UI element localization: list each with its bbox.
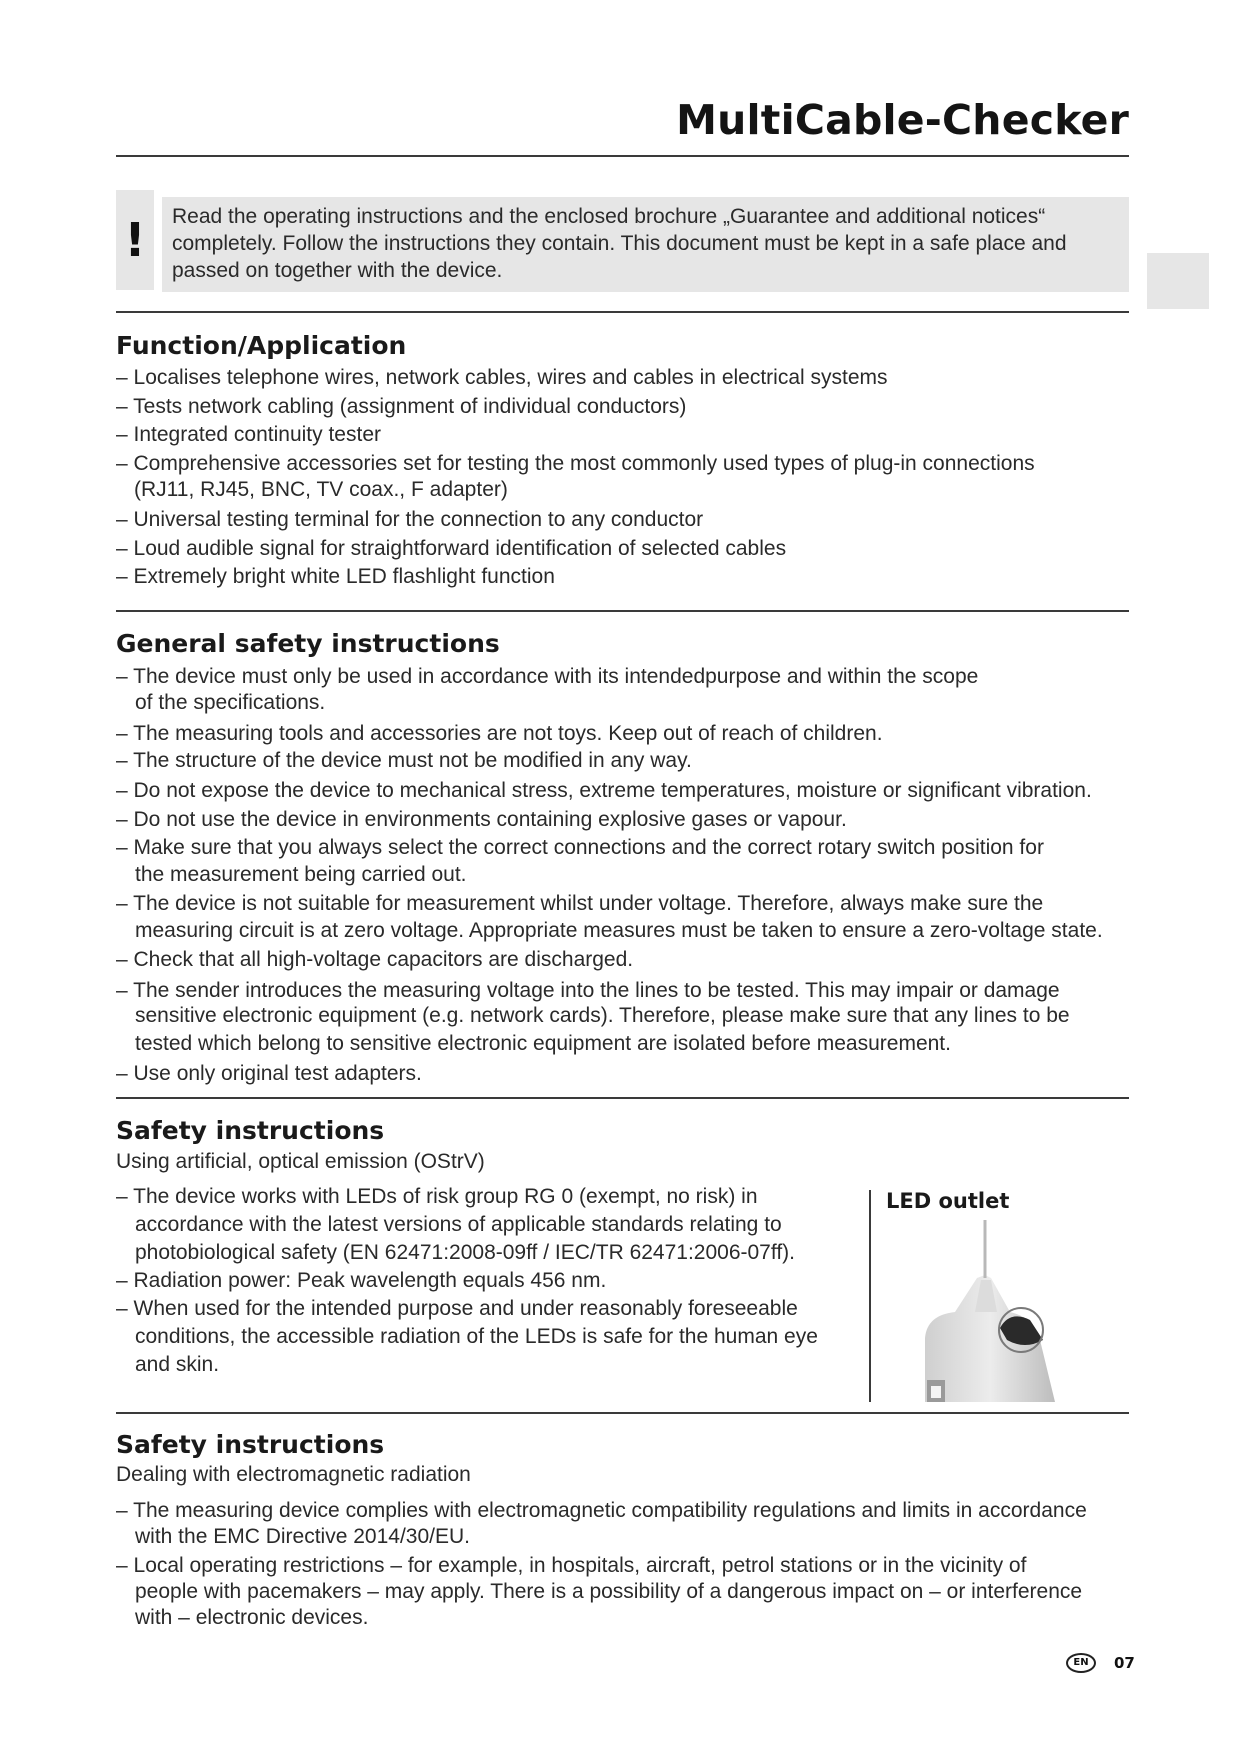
divider (116, 610, 1129, 612)
notice-box (162, 197, 1129, 292)
section-subtitle: Using artificial, optical emission (OStrV) (116, 1150, 485, 1173)
list-item: – The device is not suitable for measurement whilst under voltage. Therefore, always make sure the (116, 892, 1044, 915)
led-outlet-illustration (915, 1220, 1065, 1402)
section-heading-function: Function/Application (116, 331, 407, 360)
list-item: – Tests network cabling (assignment of individual conductors) (116, 395, 687, 418)
divider (116, 155, 1129, 157)
divider (116, 1412, 1129, 1414)
divider (116, 1097, 1129, 1099)
section-heading-safety-optical: Safety instructions (116, 1116, 385, 1145)
list-item: – The measuring device complies with electromagnetic compatibility regulations and limits in accordance (116, 1499, 1087, 1522)
list-item: – Use only original test adapters. (116, 1062, 422, 1085)
list-item: – The structure of the device must not be modified in any way. (116, 749, 692, 772)
list-item: – The measuring tools and accessories are not toys. Keep out of reach of children. (116, 722, 883, 745)
list-item-continuation: and skin. (135, 1353, 220, 1376)
list-item: – Do not use the device in environments containing explosive gases or vapour. (116, 808, 847, 831)
list-item: – Universal testing terminal for the connection to any conductor (116, 508, 704, 531)
list-item: – Loud audible signal for straightforward identification of selected cables (116, 537, 787, 560)
list-item-continuation: measuring circuit is at zero voltage. Appropriate measures must be taken to ensure a zero-voltage state. (135, 919, 1103, 942)
list-item: – The sender introduces the measuring voltage into the lines to be tested. This may impair or damage (116, 979, 1060, 1002)
list-item: – Do not expose the device to mechanical stress, extreme temperatures, moisture or significant vibration. (116, 779, 1092, 802)
page-number: 07 (1114, 1654, 1135, 1672)
list-item-continuation: people with pacemakers – may apply. There is a possibility of a dangerous impact on – or interference (135, 1580, 1083, 1603)
list-item-continuation: with – electronic devices. (135, 1606, 369, 1629)
section-heading-general-safety: General safety instructions (116, 629, 500, 658)
list-item-continuation: of the specifications. (135, 691, 326, 714)
section-subtitle: Dealing with electromagnetic radiation (116, 1463, 471, 1486)
list-item-continuation: photobiological safety (EN 62471:2008-09ff / IEC/TR 62471:2006-07ff). (135, 1241, 795, 1264)
list-item: – Comprehensive accessories set for testing the most commonly used types of plug-in connections (116, 452, 1035, 475)
list-item-continuation: accordance with the latest versions of applicable standards relating to (135, 1213, 782, 1236)
warning-exclamation-icon: ! (116, 190, 154, 290)
list-item: – Make sure that you always select the correct connections and the correct rotary switch position for (116, 836, 1044, 859)
list-item-continuation: (RJ11, RJ45, BNC, TV coax., F adapter) (134, 478, 508, 501)
list-item-continuation: conditions, the accessible radiation of the LEDs is safe for the human eye (135, 1325, 818, 1348)
list-item: – Integrated continuity tester (116, 423, 381, 446)
list-item-continuation: tested which belong to sensitive electronic equipment are isolated before measurement. (135, 1032, 951, 1055)
list-item-continuation: the measurement being carried out. (135, 863, 467, 886)
list-item: – The device works with LEDs of risk group RG 0 (exempt, no risk) in (116, 1185, 758, 1208)
list-item: – The device must only be used in accordance with its intendedpurpose and within the scope (116, 665, 979, 688)
list-item: – Check that all high-voltage capacitors are discharged. (116, 948, 634, 971)
list-item: – Localises telephone wires, network cables, wires and cables in electrical systems (116, 366, 888, 389)
page-title: MultiCable-Checker (676, 96, 1129, 144)
list-item: – Extremely bright white LED flashlight function (116, 565, 555, 588)
list-item: – Radiation power: Peak wavelength equals 456 nm. (116, 1269, 607, 1292)
list-item-continuation: with the EMC Directive 2014/30/EU. (135, 1525, 470, 1548)
list-item: – Local operating restrictions – for example, in hospitals, aircraft, petrol stations or in the vicinity of (116, 1554, 1027, 1577)
notice-text: Read the operating instructions and the enclosed brochure „Guarantee and additional notices“ completely. Follow the instructions they contain. This document must be kept in a safe place and passed on together with the device. (172, 205, 1067, 282)
list-item-continuation: sensitive electronic equipment (e.g. network cards). Therefore, please make sure that any lines to be (135, 1004, 1070, 1027)
divider (116, 311, 1129, 313)
side-tab-marker (1147, 253, 1209, 309)
led-outlet-label: LED outlet (886, 1189, 1010, 1213)
section-heading-safety-em: Safety instructions (116, 1430, 385, 1459)
language-badge: EN (1066, 1653, 1096, 1673)
list-item: – When used for the intended purpose and under reasonably foreseeable (116, 1297, 798, 1320)
led-divider (869, 1190, 871, 1402)
